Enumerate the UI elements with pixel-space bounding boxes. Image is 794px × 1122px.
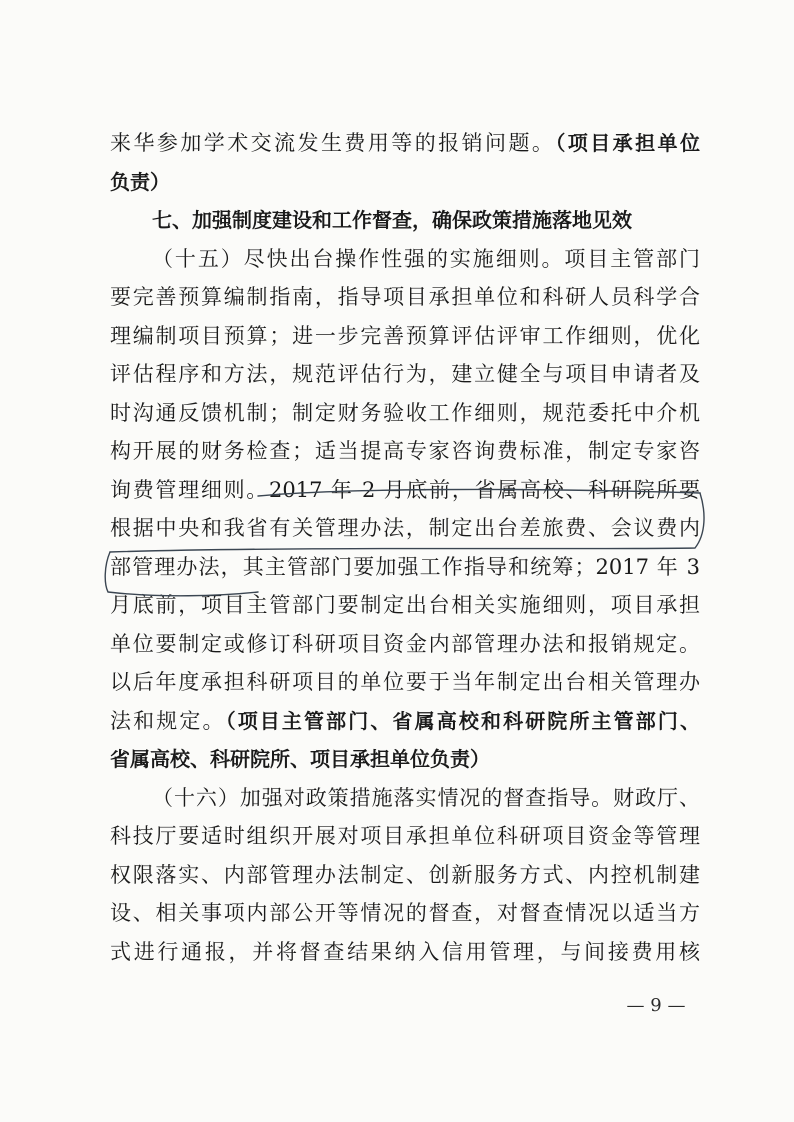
text-line: 评估程序和方法，规范评估行为，建立健全与项目申请者及 [110, 362, 700, 386]
document-body [110, 124, 700, 971]
text-line: 省属高校、科研院所、项目承担单位负责） [110, 747, 490, 771]
section-heading: 七、加强制度建设和工作督查，确保政策措施落地见效 [152, 208, 632, 232]
text-line: 理编制项目预算；进一步完善预算评估评审工作细则，优化 [110, 323, 700, 348]
text-line: 法和规定。（项目主管部门、省属高校和科研院所主管部门、 [110, 708, 701, 733]
text-line: 科技厅要适时组织开展对项目承担单位科研项目资金等管理 [110, 824, 700, 848]
text-line: 权限落实、内部管理办法制定、创新服务方式、内控机制建 [110, 862, 700, 887]
text-line: （十六）加强对政策措施落实情况的督查指导。财政厅、 [152, 785, 700, 810]
text-line: 根据中央和我省有关管理办法，制定出台差旅费、会议费内 [110, 516, 700, 540]
text-line: 要完善预算编制指南，指导项目承担单位和科研人员科学合 [110, 285, 700, 309]
text-line: 设、相关事项内部公开等情况的督查，对督查情况以适当方 [110, 901, 700, 925]
text-line: 负责） [110, 169, 170, 194]
text-line: （十五）尽快出台操作性强的实施细则。项目主管部门 [152, 246, 700, 271]
text-line: 构开展的财务检查；适当提高专家咨询费标准，制定专家咨 [110, 439, 700, 463]
text-line: 来华参加学术交流发生费用等的报销问题。（项目承担单位 [110, 131, 700, 155]
text-line: 式进行通报，并将督查结果纳入信用管理，与间接费用核 [110, 939, 700, 964]
text-line: 月底前，项目主管部门要制定出台相关实施细则，项目承担 [110, 593, 700, 617]
text-line: 以后年度承担科研项目的单位要于当年制定出台相关管理办 [110, 670, 700, 694]
text-line: 单位要制定或修订科研项目资金内部管理办法和报销规定。 [110, 631, 700, 656]
page-number: — 9 — [626, 995, 686, 1016]
text-line: 时沟通反馈机制；制定财务验收工作细则，规范委托中介机 [110, 400, 700, 425]
text-line: 询费管理细则。2017 年 2 月底前，省属高校、科研院所要 [110, 477, 700, 502]
text-line: 部管理办法，其主管部门要加强工作指导和统筹；2017 年 3 [110, 554, 700, 579]
